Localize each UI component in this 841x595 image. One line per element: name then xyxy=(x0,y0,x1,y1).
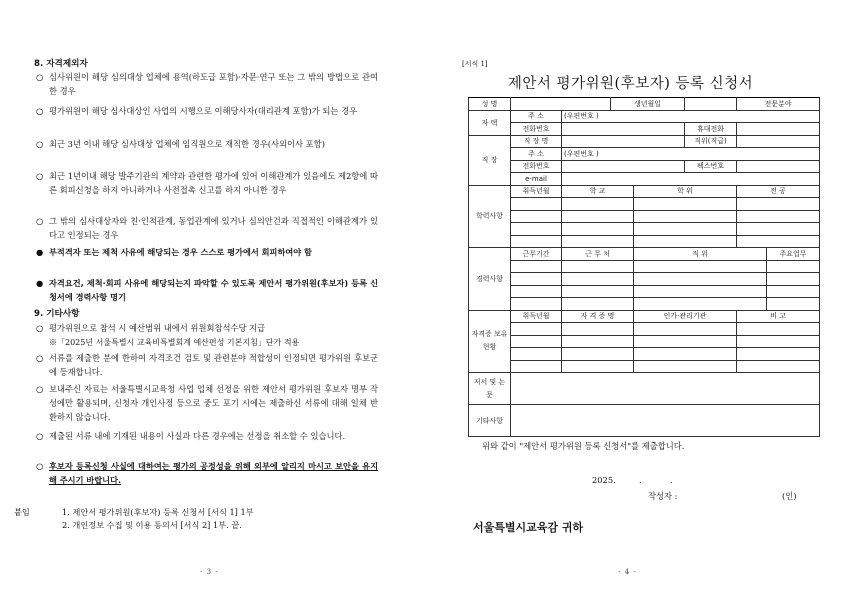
license-col-header: 비 고 xyxy=(737,310,820,323)
table-cell[interactable] xyxy=(562,223,634,236)
date-year: 2025. xyxy=(592,475,616,485)
table-cell[interactable] xyxy=(737,210,820,223)
etc-label: 기타사항 xyxy=(469,405,511,437)
license-label: 자격증 보유현황 xyxy=(469,310,511,373)
mobile-label: 휴대전화 xyxy=(685,123,737,136)
company-field[interactable] xyxy=(562,135,685,148)
work-phone-field[interactable] xyxy=(562,160,685,173)
email-field[interactable] xyxy=(562,173,820,186)
table-cell[interactable] xyxy=(511,298,562,311)
phone-label: 전화번호 xyxy=(511,123,562,136)
home-label: 자 택 xyxy=(469,110,511,135)
career-col-header: 직 위 xyxy=(634,248,767,261)
table-cell[interactable] xyxy=(511,198,562,211)
attachment-line: 2. 개인정보 수집 및 이용 동의서 [서식 2] 1부. 끝. xyxy=(62,520,242,530)
table-cell[interactable] xyxy=(511,335,562,348)
table-cell[interactable] xyxy=(634,223,737,236)
page-number: - 4 - xyxy=(618,568,637,576)
table-cell[interactable] xyxy=(767,298,820,311)
career-col-header: 주요업무 xyxy=(767,248,820,261)
table-cell[interactable] xyxy=(511,348,562,361)
table-cell[interactable] xyxy=(634,335,737,348)
table-cell[interactable] xyxy=(511,210,562,223)
table-cell[interactable] xyxy=(634,273,767,286)
table-cell[interactable] xyxy=(562,235,634,248)
home-phone-field[interactable] xyxy=(562,123,685,136)
email-label: e-mail xyxy=(511,173,562,186)
table-cell[interactable] xyxy=(737,348,820,361)
work-address-field[interactable]: (우편번호 ) xyxy=(562,148,820,161)
table-cell[interactable] xyxy=(767,273,820,286)
home-address-field[interactable]: (우편번호 ) xyxy=(562,110,820,123)
mobile-field[interactable] xyxy=(737,123,820,136)
table-cell[interactable] xyxy=(737,223,820,236)
seal-mark: (인) xyxy=(782,491,797,501)
books-field[interactable] xyxy=(511,373,820,405)
position-field[interactable] xyxy=(737,135,820,148)
author-label: 작성자 : xyxy=(648,491,678,501)
specialty-label: 전문분야 xyxy=(737,98,820,111)
table-cell[interactable] xyxy=(634,260,767,273)
table-cell[interactable] xyxy=(634,348,737,361)
table-cell[interactable] xyxy=(634,198,737,211)
date-dot: . xyxy=(639,475,642,485)
table-cell[interactable] xyxy=(562,273,634,286)
attachment-label: 붙임 xyxy=(14,507,30,517)
table-cell[interactable] xyxy=(737,198,820,211)
table-cell[interactable] xyxy=(634,235,737,248)
list-item: ● 자격요건, 제척·회피 사유에 해당되는지 파악할 수 있도록 제안서 평가위원(후보자) 등록 신청서에 경력사항 명기 xyxy=(36,278,378,303)
page-4 xyxy=(420,0,841,595)
table-cell[interactable] xyxy=(562,285,634,298)
date-dot: . xyxy=(670,475,673,485)
fax-field[interactable] xyxy=(737,160,820,173)
note: ※「2025년 서울특별시 교육비특별회계 예산편성 기본지침」단가 적용 xyxy=(49,338,300,347)
table-cell[interactable] xyxy=(562,210,634,223)
list-item: ○ 평가위원으로 참석 시 예산범위 내에서 위원회참석수당 지급 xyxy=(36,323,266,333)
form-title: 제안서 평가위원(후보자) 등록 신청서 xyxy=(507,76,754,92)
license-col-header: 인가·관리기관 xyxy=(634,310,737,323)
page-number: - 3 - xyxy=(200,568,219,576)
address-label: 주 소 xyxy=(511,148,562,161)
license-col-header: 자 격 증 명 xyxy=(562,310,634,323)
address-label: 주 소 xyxy=(511,110,562,123)
edu-col-header: 취득년월 xyxy=(511,185,562,198)
table-cell[interactable] xyxy=(634,323,737,336)
birth-field[interactable] xyxy=(685,98,737,111)
table-cell[interactable] xyxy=(562,360,634,373)
books-label: 저서 및 논문 xyxy=(469,373,511,405)
table-cell[interactable] xyxy=(767,285,820,298)
table-cell[interactable] xyxy=(511,360,562,373)
section-9-heading: 9. 기타사항 xyxy=(34,309,80,319)
work-label: 직 장 xyxy=(469,135,511,185)
list-item: ○ 서류를 제출한 분에 한하여 자격조건 검토 및 관련분야 적합성이 인정되면 평가위원 후보군에 등재합니다. xyxy=(36,353,378,378)
table-cell[interactable] xyxy=(767,260,820,273)
table-cell[interactable] xyxy=(562,335,634,348)
license-col-header: 취득년월 xyxy=(511,310,562,323)
birth-label: 생년월일 xyxy=(611,98,685,111)
table-cell[interactable] xyxy=(737,235,820,248)
registration-form-table xyxy=(468,97,820,437)
list-item: ○ 최근 3년 이내 해당 심사대상 업체에 임직원으로 재직한 경우(사외이사 포함) xyxy=(36,139,325,149)
table-cell[interactable] xyxy=(511,323,562,336)
position-label: 직위(직급) xyxy=(685,135,737,148)
table-cell[interactable] xyxy=(511,260,562,273)
career-col-header: 근무기간 xyxy=(511,248,562,261)
table-cell[interactable] xyxy=(634,210,737,223)
list-item: ○ 최근 1년이내 해당 발주기관의 계약과 관련한 평가에 있어 이해관계가 있음에도 제2항에 따른 회피신청을 하지 아니하거나 사전접촉 신고를 하지 아니한 경우 xyxy=(36,171,378,196)
list-item: ○ 제출된 서류 내에 기재된 내용이 사실과 다른 경우에는 선정을 취소할 수 있습니다. xyxy=(36,431,346,441)
section-8-heading: 8. 자격제외자 xyxy=(34,59,88,69)
table-cell[interactable] xyxy=(562,348,634,361)
name-field[interactable] xyxy=(511,98,611,111)
list-item: ○ 후보자 등록신청 사실에 대하여는 평가의 공정성을 위해 외부에 알리지 마시고 보안을 유지해 주시기 바랍니다. xyxy=(36,461,378,486)
table-cell[interactable] xyxy=(634,285,767,298)
etc-field[interactable] xyxy=(511,405,820,437)
education-label: 학력사항 xyxy=(469,185,511,248)
attachment-line: 1. 제안서 평가위원(후보자) 등록 신청서 [서식 1] 1부 xyxy=(62,507,254,517)
table-cell[interactable] xyxy=(562,260,634,273)
name-label: 성 명 xyxy=(469,98,511,111)
table-cell[interactable] xyxy=(511,285,562,298)
company-label: 직 장 명 xyxy=(511,135,562,148)
career-label: 경력사항 xyxy=(469,248,511,311)
table-cell[interactable] xyxy=(511,273,562,286)
table-cell[interactable] xyxy=(737,360,820,373)
list-item: ○ 보내주신 자료는 서울특별시교육청 사업 업체 선정을 위한 제안서 평가위원 후보자 명부 작성에만 활용되며, 신청자 개인사정 등으로 중도 포기 시에는 제출하신 서류에 대해 일체 반환하지 않습니다. xyxy=(36,384,378,423)
list-item: ○ 그 밖의 심사대상자와 친·인척관계, 동업관계에 있거나 심의안건과 직접적인 이해관계가 있다고 인정되는 경우 xyxy=(36,216,378,241)
page-3 xyxy=(0,0,420,595)
list-item: ○ 심사위원이 해당 심의대상 업체에 용역(하도급 포함)·자문·연구 또는 그 밖의 방법으로 관여한 경우 xyxy=(36,72,378,97)
table-cell[interactable] xyxy=(737,335,820,348)
table-cell[interactable] xyxy=(634,360,737,373)
career-col-header: 근 무 처 xyxy=(562,248,634,261)
table-cell[interactable] xyxy=(562,198,634,211)
list-item: ○ 평가위원이 해당 심사대상인 사업의 시행으로 이해당사자(대리관계 포함)가 되는 경우 xyxy=(36,106,358,116)
phone-label: 전화번호 xyxy=(511,160,562,173)
table-cell[interactable] xyxy=(511,235,562,248)
form-number: [서식 1] xyxy=(462,60,488,68)
edu-col-header: 학 교 xyxy=(562,185,634,198)
recipient: 서울특별시교육감 귀하 xyxy=(473,521,584,534)
table-cell[interactable] xyxy=(511,223,562,236)
list-item: ● 부적격자 또는 제척 사유에 해당되는 경우 스스로 평가에서 회피하여야 함 xyxy=(36,247,312,257)
edu-col-header: 전 공 xyxy=(737,185,820,198)
table-cell[interactable] xyxy=(634,298,767,311)
edu-col-header: 학 위 xyxy=(634,185,737,198)
table-cell[interactable] xyxy=(562,298,634,311)
submit-statement: 위와 같이 "제안서 평가위원 등록 신청서"를 제출합니다. xyxy=(482,441,685,451)
table-cell[interactable] xyxy=(562,323,634,336)
table-cell[interactable] xyxy=(737,323,820,336)
fax-label: 팩스번호 xyxy=(685,160,737,173)
